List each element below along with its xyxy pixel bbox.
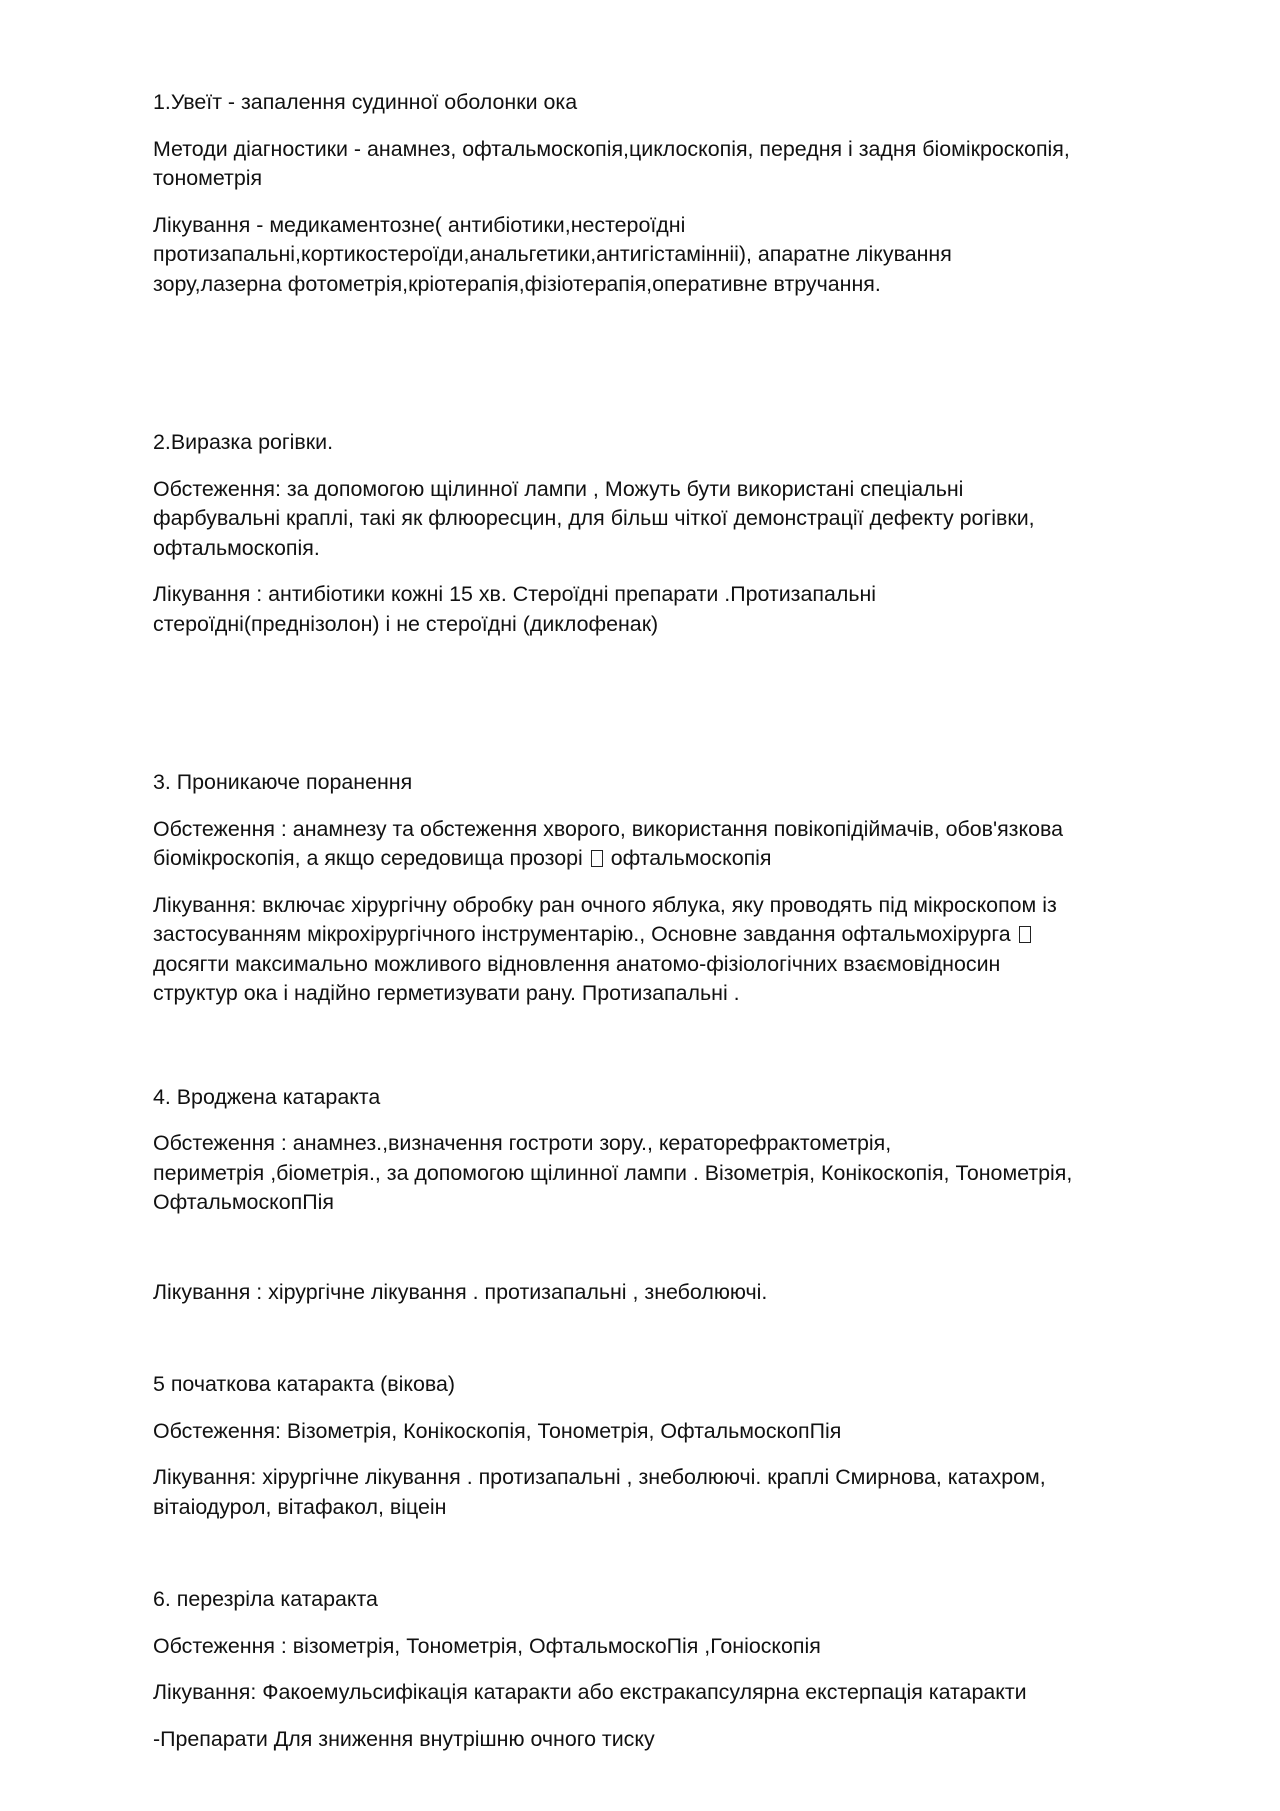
text-line: досягти максимально можливого відновлення анатомо-фізіологічних взаємовідносин <box>153 951 1001 976</box>
missing-glyph-icon <box>1019 926 1031 943</box>
text-line: ОфтальмоскопПія <box>153 1190 334 1214</box>
section-3-title: 3. Проникаюче поранення <box>153 770 413 794</box>
text-line: Обстеження : візометрія, Тонометрія, ОфтальмоскоПія ,Гоніоскопія <box>153 1633 821 1658</box>
section-5-diagnostics <box>153 1417 1193 1447</box>
text-line: Методи діагностики - анамнез, офтальмоскопія,циклоскопія, передня і задня біомікроскопія, <box>153 136 1070 161</box>
text-line: офтальмоскопія. <box>153 535 320 560</box>
section-2-title: 2.Виразка рогівки. <box>153 430 334 454</box>
text-line: Обстеження: за допомогою щілинної лампи , Можуть бути використані спеціальні <box>153 476 964 501</box>
text-line: вітаіодурол, вітафакол, віцеін <box>153 1494 447 1519</box>
text-line: структур ока і надійно герметизувати рану. Протизапальні . <box>153 981 740 1005</box>
section-1-treatment <box>153 211 1193 300</box>
text-segment: біомікроскопія, а якщо середовища прозорі <box>153 846 583 870</box>
text-line: зору,лазерна фотометрія,кріотерапія,фізіотерапія,оперативне втручання. <box>153 271 881 296</box>
text-line: Обстеження : анамнез.,визначення гостроти зору., кераторефрактометрія, <box>153 1131 892 1155</box>
section-1-diagnostics <box>153 135 1193 194</box>
section-6-title: 6. перезріла катаракта <box>153 1587 378 1611</box>
section-6-treatment <box>153 1678 1193 1708</box>
text-line: Обстеження : анамнезу та обстеження хворого, використання повікопідіймачів, обов'язкова <box>153 816 1063 841</box>
section-5-treatment <box>153 1463 1193 1522</box>
text-line: периметрія ,біометрія., за допомогою щілинної лампи . Візометрія, Конікоскопія, Тонометрія, <box>153 1160 1073 1185</box>
missing-glyph-icon <box>591 850 603 867</box>
text-line: Лікування : хірургічне лікування . протизапальні , знеболюючі. <box>153 1279 768 1304</box>
section-3-treatment <box>153 891 1193 1009</box>
section-2-treatment <box>153 580 1193 639</box>
text-line: Лікування - медикаментозне( антибіотики,нестероїдні <box>153 212 686 237</box>
text-segment: застосуванням мікрохірургічного інструментарію., Основне завдання офтальмохірурга <box>153 922 1011 946</box>
section-3-diagnostics <box>153 815 1193 874</box>
text-line: Лікування : антибіотики кожні 15 хв. Стероїдні препарати .Протизапальні <box>153 582 877 606</box>
text-line: Лікування: Факоемульсифікація катаракти або екстракапсулярна екстерпація катаракти <box>153 1680 1027 1704</box>
text-line <box>153 920 1193 950</box>
section-4-title: 4. Вроджена катаракта <box>153 1084 381 1109</box>
section-6-diagnostics <box>153 1632 1193 1662</box>
text-segment: офтальмоскопія <box>610 846 772 870</box>
section-5-title: 5 початкова катаракта (вікова) <box>153 1372 456 1396</box>
section-4-diagnostics <box>153 1129 1193 1218</box>
text-line <box>153 844 1193 874</box>
section-1-title: 1.Увеїт - запалення судинної оболонки ока <box>153 90 578 114</box>
document-page <box>153 88 1193 1754</box>
text-line: протизапальні,кортикостероїди,анальгетики,антигістамінніі), апаратне лікування <box>153 242 952 266</box>
section-4-treatment <box>153 1278 1193 1308</box>
text-line: Обстеження: Візометрія, Конікоскопія, Тонометрія, ОфтальмоскопПія <box>153 1418 842 1443</box>
section-6-extra <box>153 1725 1193 1755</box>
text-line: стероїдні(преднізолон) і не стероїдні (диклофенак) <box>153 611 659 636</box>
text-line: Лікування: хірургічне лікування . протизапальні , знеболюючі. краплі Смирнова, катахром, <box>153 1465 1046 1489</box>
text-line: фарбувальні краплі, такі як флюоресцин, для більш чіткої демонстрації дефекту рогівки, <box>153 506 1035 530</box>
text-line: Лікування: включає хірургічну обробку ран очного яблука, яку проводять під мікроскопом із <box>153 892 1057 917</box>
text-line: тонометрія <box>153 166 263 190</box>
section-2-diagnostics <box>153 475 1193 564</box>
text-line: -Препарати Для зниження внутрішню очного тиску <box>153 1726 655 1751</box>
